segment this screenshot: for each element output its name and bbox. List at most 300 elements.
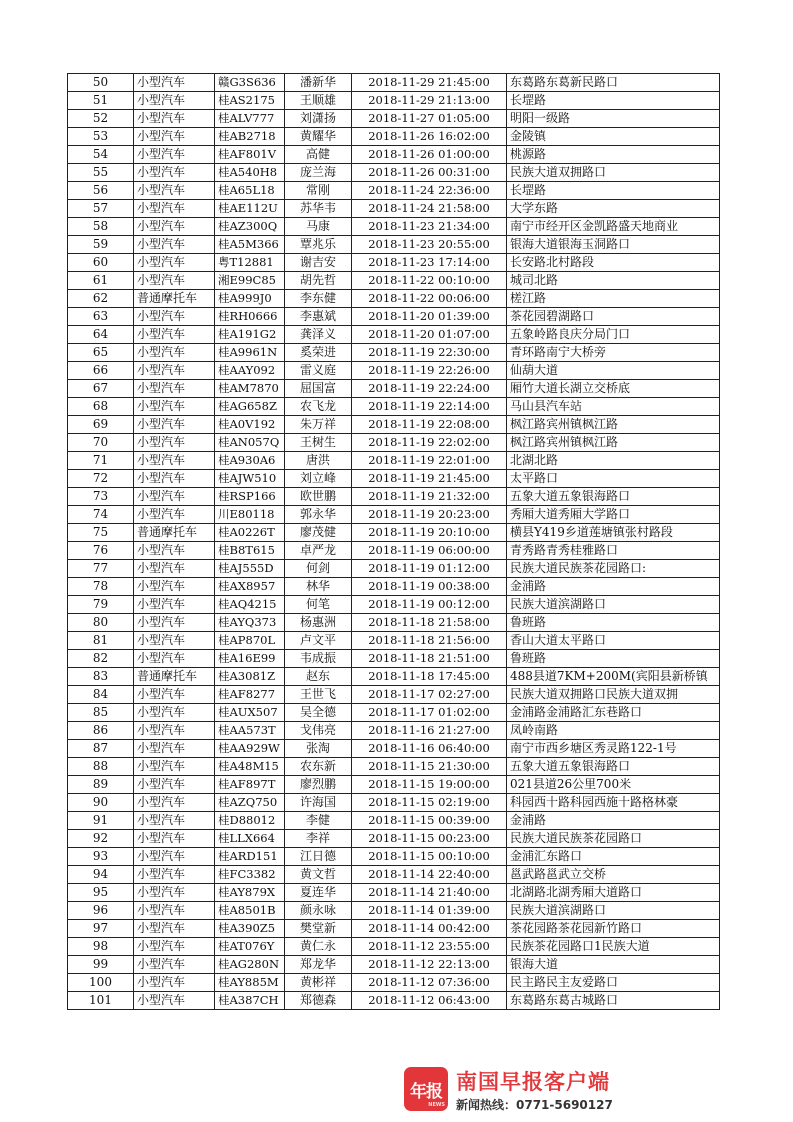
plate-number-cell: 桂AM7870 bbox=[215, 380, 285, 398]
vehicle-type-cell: 小型汽车 bbox=[134, 308, 215, 326]
vehicle-type-cell: 小型汽车 bbox=[134, 758, 215, 776]
location-cell: 城司北路 bbox=[507, 272, 720, 290]
violation-time-cell: 2018-11-18 17:45:00 bbox=[352, 668, 507, 686]
violation-time-cell: 2018-11-23 20:55:00 bbox=[352, 236, 507, 254]
table-row bbox=[68, 974, 720, 992]
table-row bbox=[68, 812, 720, 830]
vehicle-type-cell: 小型汽车 bbox=[134, 812, 215, 830]
location-cell: 民族大道滨湖路口 bbox=[507, 596, 720, 614]
plate-number-cell: 桂A0V192 bbox=[215, 416, 285, 434]
vehicle-type-cell: 小型汽车 bbox=[134, 128, 215, 146]
table-row bbox=[68, 218, 720, 236]
plate-number-cell: 桂A0226T bbox=[215, 524, 285, 542]
row-number-cell: 100 bbox=[68, 974, 134, 992]
driver-name-cell: 张淘 bbox=[285, 740, 352, 758]
plate-number-cell: 桂AZ300Q bbox=[215, 218, 285, 236]
table-row bbox=[68, 614, 720, 632]
driver-name-cell: 郑龙华 bbox=[285, 956, 352, 974]
vehicle-type-cell: 小型汽车 bbox=[134, 938, 215, 956]
vehicle-type-cell: 小型汽车 bbox=[134, 632, 215, 650]
table-row bbox=[68, 650, 720, 668]
table-row bbox=[68, 938, 720, 956]
row-number-cell: 94 bbox=[68, 866, 134, 884]
violation-time-cell: 2018-11-19 22:26:00 bbox=[352, 362, 507, 380]
plate-number-cell: 桂RH0666 bbox=[215, 308, 285, 326]
driver-name-cell: 林华 bbox=[285, 578, 352, 596]
location-cell: 青秀路青秀桂雅路口 bbox=[507, 542, 720, 560]
row-number-cell: 77 bbox=[68, 560, 134, 578]
driver-name-cell: 农东新 bbox=[285, 758, 352, 776]
table-row bbox=[68, 434, 720, 452]
location-cell: 长堽路 bbox=[507, 92, 720, 110]
location-cell: 五象岭路良庆分局门口 bbox=[507, 326, 720, 344]
plate-number-cell: 桂AF897T bbox=[215, 776, 285, 794]
driver-name-cell: 覃兆乐 bbox=[285, 236, 352, 254]
plate-number-cell: 桂A16E99 bbox=[215, 650, 285, 668]
row-number-cell: 93 bbox=[68, 848, 134, 866]
location-cell: 茶花园路茶花园新竹路口 bbox=[507, 920, 720, 938]
location-cell: 鲁班路 bbox=[507, 614, 720, 632]
location-cell: 秀厢大道秀厢大学路口 bbox=[507, 506, 720, 524]
table-row bbox=[68, 794, 720, 812]
location-cell: 488县道7KM+200M(宾阳县新桥镇 bbox=[507, 668, 720, 686]
row-number-cell: 65 bbox=[68, 344, 134, 362]
plate-number-cell: 桂A390Z5 bbox=[215, 920, 285, 938]
vehicle-type-cell: 小型汽车 bbox=[134, 200, 215, 218]
row-number-cell: 79 bbox=[68, 596, 134, 614]
row-number-cell: 75 bbox=[68, 524, 134, 542]
driver-name-cell: 农飞龙 bbox=[285, 398, 352, 416]
location-cell: 横县Y419乡道莲塘镇张村路段 bbox=[507, 524, 720, 542]
table-row bbox=[68, 506, 720, 524]
table-row bbox=[68, 254, 720, 272]
driver-name-cell: 李东健 bbox=[285, 290, 352, 308]
plate-number-cell: 桂AT076Y bbox=[215, 938, 285, 956]
row-number-cell: 71 bbox=[68, 452, 134, 470]
row-number-cell: 59 bbox=[68, 236, 134, 254]
violation-time-cell: 2018-11-12 07:36:00 bbox=[352, 974, 507, 992]
location-cell: 明阳一级路 bbox=[507, 110, 720, 128]
plate-number-cell: 桂AX8957 bbox=[215, 578, 285, 596]
violation-time-cell: 2018-11-19 01:12:00 bbox=[352, 560, 507, 578]
row-number-cell: 54 bbox=[68, 146, 134, 164]
table-row bbox=[68, 308, 720, 326]
vehicle-type-cell: 小型汽车 bbox=[134, 866, 215, 884]
violation-time-cell: 2018-11-16 21:27:00 bbox=[352, 722, 507, 740]
location-cell: 大学东路 bbox=[507, 200, 720, 218]
brand-name: 南国早报客户端 bbox=[456, 1070, 610, 1094]
plate-number-cell: 桂AJW510 bbox=[215, 470, 285, 488]
violation-time-cell: 2018-11-26 00:31:00 bbox=[352, 164, 507, 182]
vehicle-type-cell: 小型汽车 bbox=[134, 326, 215, 344]
vehicle-type-cell: 小型汽车 bbox=[134, 92, 215, 110]
row-number-cell: 50 bbox=[68, 74, 134, 92]
plate-number-cell: 桂AB2718 bbox=[215, 128, 285, 146]
driver-name-cell: 江日德 bbox=[285, 848, 352, 866]
vehicle-type-cell: 小型汽车 bbox=[134, 722, 215, 740]
location-cell: 民主路民主友爱路口 bbox=[507, 974, 720, 992]
violation-time-cell: 2018-11-15 00:10:00 bbox=[352, 848, 507, 866]
row-number-cell: 52 bbox=[68, 110, 134, 128]
vehicle-type-cell: 小型汽车 bbox=[134, 704, 215, 722]
driver-name-cell: 廖茂健 bbox=[285, 524, 352, 542]
plate-number-cell: 桂D88012 bbox=[215, 812, 285, 830]
row-number-cell: 74 bbox=[68, 506, 134, 524]
row-number-cell: 57 bbox=[68, 200, 134, 218]
table-row bbox=[68, 992, 720, 1010]
driver-name-cell: 龚泽义 bbox=[285, 326, 352, 344]
row-number-cell: 91 bbox=[68, 812, 134, 830]
vehicle-type-cell: 普通摩托车 bbox=[134, 290, 215, 308]
driver-name-cell: 廖烈鹏 bbox=[285, 776, 352, 794]
vehicle-type-cell: 小型汽车 bbox=[134, 686, 215, 704]
location-cell: 枫江路宾州镇枫江路 bbox=[507, 416, 720, 434]
driver-name-cell: 苏华韦 bbox=[285, 200, 352, 218]
table-row bbox=[68, 740, 720, 758]
driver-name-cell: 王世飞 bbox=[285, 686, 352, 704]
location-cell: 021县道26公里700米 bbox=[507, 776, 720, 794]
table-row bbox=[68, 830, 720, 848]
driver-name-cell: 欧世鹏 bbox=[285, 488, 352, 506]
driver-name-cell: 马康 bbox=[285, 218, 352, 236]
table-row bbox=[68, 722, 720, 740]
plate-number-cell: 桂AZQ750 bbox=[215, 794, 285, 812]
violation-time-cell: 2018-11-22 00:06:00 bbox=[352, 290, 507, 308]
vehicle-type-cell: 小型汽车 bbox=[134, 110, 215, 128]
table-row bbox=[68, 182, 720, 200]
plate-number-cell: 桂LLX664 bbox=[215, 830, 285, 848]
plate-number-cell: 桂RSP166 bbox=[215, 488, 285, 506]
plate-number-cell: 桂A387CH bbox=[215, 992, 285, 1010]
vehicle-type-cell: 小型汽车 bbox=[134, 920, 215, 938]
violation-time-cell: 2018-11-17 01:02:00 bbox=[352, 704, 507, 722]
location-cell: 茶花园碧湖路口 bbox=[507, 308, 720, 326]
vehicle-type-cell: 小型汽车 bbox=[134, 848, 215, 866]
vehicle-type-cell: 小型汽车 bbox=[134, 236, 215, 254]
table-row bbox=[68, 542, 720, 560]
location-cell: 太平路口 bbox=[507, 470, 720, 488]
driver-name-cell: 郑德森 bbox=[285, 992, 352, 1010]
news-hotline: 新闻热线：0771-5690127 bbox=[456, 1098, 613, 1112]
violation-time-cell: 2018-11-15 02:19:00 bbox=[352, 794, 507, 812]
vehicle-type-cell: 小型汽车 bbox=[134, 74, 215, 92]
violation-time-cell: 2018-11-12 06:43:00 bbox=[352, 992, 507, 1010]
footer-branding bbox=[404, 1065, 664, 1113]
table-row bbox=[68, 128, 720, 146]
driver-name-cell: 许海国 bbox=[285, 794, 352, 812]
driver-name-cell: 黄耀华 bbox=[285, 128, 352, 146]
plate-number-cell: 桂ARD151 bbox=[215, 848, 285, 866]
location-cell: 科园西十路科园西施十路格林豪 bbox=[507, 794, 720, 812]
vehicle-type-cell: 小型汽车 bbox=[134, 902, 215, 920]
vehicle-type-cell: 小型汽车 bbox=[134, 344, 215, 362]
row-number-cell: 80 bbox=[68, 614, 134, 632]
violation-time-cell: 2018-11-12 22:13:00 bbox=[352, 956, 507, 974]
plate-number-cell: 桂AAY092 bbox=[215, 362, 285, 380]
row-number-cell: 98 bbox=[68, 938, 134, 956]
plate-number-cell: 桂A3081Z bbox=[215, 668, 285, 686]
location-cell: 东葛路东葛新民路口 bbox=[507, 74, 720, 92]
row-number-cell: 86 bbox=[68, 722, 134, 740]
driver-name-cell: 庞兰海 bbox=[285, 164, 352, 182]
table-row bbox=[68, 380, 720, 398]
violation-time-cell: 2018-11-19 06:00:00 bbox=[352, 542, 507, 560]
row-number-cell: 95 bbox=[68, 884, 134, 902]
logo-text: 年报 bbox=[410, 1081, 442, 1102]
vehicle-type-cell: 小型汽车 bbox=[134, 542, 215, 560]
row-number-cell: 73 bbox=[68, 488, 134, 506]
driver-name-cell: 颜永咏 bbox=[285, 902, 352, 920]
driver-name-cell: 李健 bbox=[285, 812, 352, 830]
row-number-cell: 64 bbox=[68, 326, 134, 344]
location-cell: 厢竹大道长湖立交桥底 bbox=[507, 380, 720, 398]
location-cell: 金浦路 bbox=[507, 578, 720, 596]
plate-number-cell: 桂AN057Q bbox=[215, 434, 285, 452]
location-cell: 长安路北村路段 bbox=[507, 254, 720, 272]
violation-time-cell: 2018-11-19 22:01:00 bbox=[352, 452, 507, 470]
table-row bbox=[68, 920, 720, 938]
table-row bbox=[68, 92, 720, 110]
row-number-cell: 58 bbox=[68, 218, 134, 236]
violation-time-cell: 2018-11-14 21:40:00 bbox=[352, 884, 507, 902]
violation-time-cell: 2018-11-14 00:42:00 bbox=[352, 920, 507, 938]
driver-name-cell: 黄文哲 bbox=[285, 866, 352, 884]
violation-time-cell: 2018-11-12 23:55:00 bbox=[352, 938, 507, 956]
vehicle-type-cell: 小型汽车 bbox=[134, 164, 215, 182]
violation-time-cell: 2018-11-26 01:00:00 bbox=[352, 146, 507, 164]
vehicle-type-cell: 小型汽车 bbox=[134, 650, 215, 668]
table-row bbox=[68, 524, 720, 542]
driver-name-cell: 黄彬祥 bbox=[285, 974, 352, 992]
plate-number-cell: 桂A540H8 bbox=[215, 164, 285, 182]
driver-name-cell: 唐洪 bbox=[285, 452, 352, 470]
driver-name-cell: 常刚 bbox=[285, 182, 352, 200]
location-cell: 民族大道双拥路口民族大道双拥 bbox=[507, 686, 720, 704]
vehicle-type-cell: 小型汽车 bbox=[134, 560, 215, 578]
driver-name-cell: 雷义庭 bbox=[285, 362, 352, 380]
table-row bbox=[68, 902, 720, 920]
location-cell: 鲁班路 bbox=[507, 650, 720, 668]
vehicle-type-cell: 小型汽车 bbox=[134, 362, 215, 380]
vehicle-type-cell: 小型汽车 bbox=[134, 596, 215, 614]
row-number-cell: 88 bbox=[68, 758, 134, 776]
vehicle-type-cell: 小型汽车 bbox=[134, 398, 215, 416]
plate-number-cell: 桂A191G2 bbox=[215, 326, 285, 344]
location-cell: 枫江路宾州镇枫江路 bbox=[507, 434, 720, 452]
vehicle-type-cell: 普通摩托车 bbox=[134, 668, 215, 686]
table-row bbox=[68, 110, 720, 128]
violation-time-cell: 2018-11-17 02:27:00 bbox=[352, 686, 507, 704]
location-cell: 长堽路 bbox=[507, 182, 720, 200]
plate-number-cell: 桂AE112U bbox=[215, 200, 285, 218]
row-number-cell: 89 bbox=[68, 776, 134, 794]
table-row bbox=[68, 884, 720, 902]
violation-time-cell: 2018-11-15 00:23:00 bbox=[352, 830, 507, 848]
location-cell: 民族大道双拥路口 bbox=[507, 164, 720, 182]
violation-time-cell: 2018-11-15 21:30:00 bbox=[352, 758, 507, 776]
violation-time-cell: 2018-11-18 21:51:00 bbox=[352, 650, 507, 668]
plate-number-cell: 桂AS2175 bbox=[215, 92, 285, 110]
location-cell: 银海大道银海玉洞路口 bbox=[507, 236, 720, 254]
driver-name-cell: 李惠斌 bbox=[285, 308, 352, 326]
table-row bbox=[68, 560, 720, 578]
table-row bbox=[68, 416, 720, 434]
plate-number-cell: 桂AF801V bbox=[215, 146, 285, 164]
violation-time-cell: 2018-11-15 19:00:00 bbox=[352, 776, 507, 794]
plate-number-cell: 桂AF8277 bbox=[215, 686, 285, 704]
location-cell: 香山大道太平路口 bbox=[507, 632, 720, 650]
violation-time-cell: 2018-11-19 22:02:00 bbox=[352, 434, 507, 452]
row-number-cell: 51 bbox=[68, 92, 134, 110]
violation-time-cell: 2018-11-26 16:02:00 bbox=[352, 128, 507, 146]
location-cell: 金陵镇 bbox=[507, 128, 720, 146]
vehicle-type-cell: 小型汽车 bbox=[134, 992, 215, 1010]
driver-name-cell: 赵东 bbox=[285, 668, 352, 686]
violation-time-cell: 2018-11-19 21:32:00 bbox=[352, 488, 507, 506]
violation-time-cell: 2018-11-19 22:24:00 bbox=[352, 380, 507, 398]
vehicle-type-cell: 小型汽车 bbox=[134, 740, 215, 758]
violation-time-cell: 2018-11-16 06:40:00 bbox=[352, 740, 507, 758]
row-number-cell: 53 bbox=[68, 128, 134, 146]
violation-time-cell: 2018-11-29 21:45:00 bbox=[352, 74, 507, 92]
location-cell: 仙葫大道 bbox=[507, 362, 720, 380]
violation-time-cell: 2018-11-19 21:45:00 bbox=[352, 470, 507, 488]
vehicle-type-cell: 小型汽车 bbox=[134, 470, 215, 488]
location-cell: 槎江路 bbox=[507, 290, 720, 308]
vehicle-type-cell: 小型汽车 bbox=[134, 146, 215, 164]
row-number-cell: 61 bbox=[68, 272, 134, 290]
driver-name-cell: 王顺雄 bbox=[285, 92, 352, 110]
violation-time-cell: 2018-11-19 22:14:00 bbox=[352, 398, 507, 416]
row-number-cell: 97 bbox=[68, 920, 134, 938]
driver-name-cell: 王树生 bbox=[285, 434, 352, 452]
plate-number-cell: 桂AJ555D bbox=[215, 560, 285, 578]
location-cell: 金浦路 bbox=[507, 812, 720, 830]
row-number-cell: 76 bbox=[68, 542, 134, 560]
plate-number-cell: 桂AY879X bbox=[215, 884, 285, 902]
table-row bbox=[68, 470, 720, 488]
location-cell: 东葛路东葛古城路口 bbox=[507, 992, 720, 1010]
row-number-cell: 101 bbox=[68, 992, 134, 1010]
newspaper-logo-icon bbox=[404, 1067, 448, 1111]
table-row bbox=[68, 74, 720, 92]
driver-name-cell: 卢文平 bbox=[285, 632, 352, 650]
row-number-cell: 82 bbox=[68, 650, 134, 668]
location-cell: 南宁市西乡塘区秀灵路122-1号 bbox=[507, 740, 720, 758]
row-number-cell: 70 bbox=[68, 434, 134, 452]
vehicle-type-cell: 小型汽车 bbox=[134, 506, 215, 524]
driver-name-cell: 郭永华 bbox=[285, 506, 352, 524]
plate-number-cell: 桂ALV777 bbox=[215, 110, 285, 128]
vehicle-type-cell: 小型汽车 bbox=[134, 254, 215, 272]
row-number-cell: 67 bbox=[68, 380, 134, 398]
row-number-cell: 85 bbox=[68, 704, 134, 722]
location-cell: 银海大道 bbox=[507, 956, 720, 974]
plate-number-cell: 桂A999J0 bbox=[215, 290, 285, 308]
plate-number-cell: 桂AA573T bbox=[215, 722, 285, 740]
location-cell: 桃源路 bbox=[507, 146, 720, 164]
location-cell: 青环路南宁大桥旁 bbox=[507, 344, 720, 362]
violation-time-cell: 2018-11-14 22:40:00 bbox=[352, 866, 507, 884]
location-cell: 凤岭南路 bbox=[507, 722, 720, 740]
row-number-cell: 83 bbox=[68, 668, 134, 686]
driver-name-cell: 夏连华 bbox=[285, 884, 352, 902]
driver-name-cell: 朱万祥 bbox=[285, 416, 352, 434]
driver-name-cell: 卓严龙 bbox=[285, 542, 352, 560]
vehicle-type-cell: 小型汽车 bbox=[134, 794, 215, 812]
location-cell: 金浦路金浦路汇东巷路口 bbox=[507, 704, 720, 722]
violation-time-cell: 2018-11-19 00:12:00 bbox=[352, 596, 507, 614]
vehicle-type-cell: 小型汽车 bbox=[134, 452, 215, 470]
table-row bbox=[68, 848, 720, 866]
driver-name-cell: 刘立峰 bbox=[285, 470, 352, 488]
location-cell: 民族大道滨湖路口 bbox=[507, 902, 720, 920]
row-number-cell: 87 bbox=[68, 740, 134, 758]
table-row bbox=[68, 668, 720, 686]
plate-number-cell: 桂AY885M bbox=[215, 974, 285, 992]
row-number-cell: 68 bbox=[68, 398, 134, 416]
vehicle-type-cell: 小型汽车 bbox=[134, 578, 215, 596]
plate-number-cell: 桂FC3382 bbox=[215, 866, 285, 884]
plate-number-cell: 桂A5M366 bbox=[215, 236, 285, 254]
violation-time-cell: 2018-11-19 20:10:00 bbox=[352, 524, 507, 542]
plate-number-cell: 桂AQ4215 bbox=[215, 596, 285, 614]
violation-time-cell: 2018-11-18 21:58:00 bbox=[352, 614, 507, 632]
row-number-cell: 92 bbox=[68, 830, 134, 848]
driver-name-cell: 戈伟亮 bbox=[285, 722, 352, 740]
driver-name-cell: 吴全德 bbox=[285, 704, 352, 722]
plate-number-cell: 桂AUX507 bbox=[215, 704, 285, 722]
driver-name-cell: 何剑 bbox=[285, 560, 352, 578]
row-number-cell: 62 bbox=[68, 290, 134, 308]
plate-number-cell: 桂AG658Z bbox=[215, 398, 285, 416]
row-number-cell: 60 bbox=[68, 254, 134, 272]
row-number-cell: 66 bbox=[68, 362, 134, 380]
logo-subtext: NEWS bbox=[428, 1102, 445, 1108]
violation-time-cell: 2018-11-19 20:23:00 bbox=[352, 506, 507, 524]
driver-name-cell: 黄仁永 bbox=[285, 938, 352, 956]
row-number-cell: 55 bbox=[68, 164, 134, 182]
table-row bbox=[68, 236, 720, 254]
location-cell: 民族茶花园路口1民族大道 bbox=[507, 938, 720, 956]
vehicle-type-cell: 小型汽车 bbox=[134, 488, 215, 506]
plate-number-cell: 赣G3S636 bbox=[215, 74, 285, 92]
table-row bbox=[68, 146, 720, 164]
table-row bbox=[68, 362, 720, 380]
violation-time-cell: 2018-11-19 22:08:00 bbox=[352, 416, 507, 434]
location-cell: 五象大道五象银海路口 bbox=[507, 488, 720, 506]
table-row bbox=[68, 164, 720, 182]
table-row bbox=[68, 632, 720, 650]
violation-time-cell: 2018-11-20 01:39:00 bbox=[352, 308, 507, 326]
driver-name-cell: 潘新华 bbox=[285, 74, 352, 92]
row-number-cell: 96 bbox=[68, 902, 134, 920]
table-row bbox=[68, 776, 720, 794]
violation-time-cell: 2018-11-23 21:34:00 bbox=[352, 218, 507, 236]
vehicle-type-cell: 小型汽车 bbox=[134, 974, 215, 992]
violation-time-cell: 2018-11-29 21:13:00 bbox=[352, 92, 507, 110]
violation-time-cell: 2018-11-23 17:14:00 bbox=[352, 254, 507, 272]
violation-time-cell: 2018-11-15 00:39:00 bbox=[352, 812, 507, 830]
violation-time-cell: 2018-11-14 01:39:00 bbox=[352, 902, 507, 920]
table-row bbox=[68, 686, 720, 704]
violation-time-cell: 2018-11-19 22:30:00 bbox=[352, 344, 507, 362]
row-number-cell: 81 bbox=[68, 632, 134, 650]
plate-number-cell: 桂AP870L bbox=[215, 632, 285, 650]
vehicle-type-cell: 小型汽车 bbox=[134, 416, 215, 434]
vehicle-type-cell: 小型汽车 bbox=[134, 956, 215, 974]
table-row bbox=[68, 758, 720, 776]
